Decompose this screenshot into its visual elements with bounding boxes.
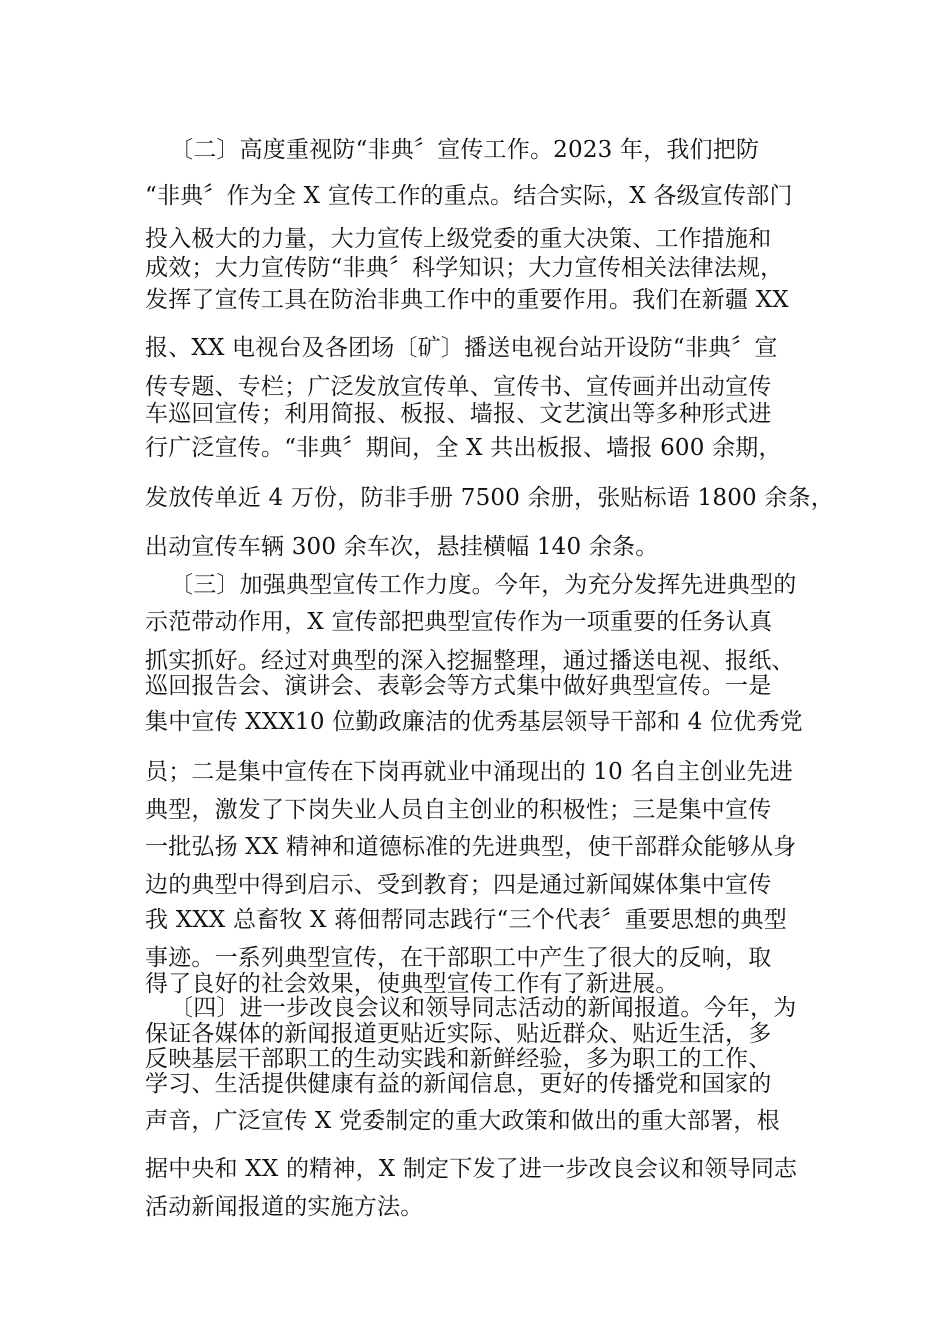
- text-line: 学习、生活提供健康有益的新闻信息，更好的传播党和国家的: [145, 1071, 772, 1097]
- text-line: 集中宣传 XXX10 位勤政廉洁的优秀基层领导干部和 4 位优秀党: [145, 709, 803, 735]
- text-line: 事迹。一系列典型宣传，在干部职工中产生了很大的反响，取: [145, 945, 772, 971]
- text-line: 发放传单近 4 万份，防非手册 7500 余册，张贴标语 1800 余条，: [145, 485, 834, 511]
- text-line: 行广泛宣传。“非典〞期间，全 X 共出板报、墙报 600 余期，: [145, 435, 782, 461]
- text-line: “非典〞作为全 X 宣传工作的重点。结合实际，X 各级宣传部门: [145, 183, 793, 209]
- text-line: 反映基层干部职工的生动实践和新鲜经验，多为职工的工作、: [145, 1046, 772, 1072]
- text-line: 〔二〕高度重视防“非典〞宣传工作。2023 年，我们把防: [170, 137, 760, 163]
- text-line: 出动宣传车辆 300 余车次，悬挂横幅 140 余条。: [145, 534, 659, 560]
- text-line: 示范带动作用，X 宣传部把典型宣传作为一项重要的任务认真: [145, 609, 773, 635]
- text-line: 保证各媒体的新闻报道更贴近实际、贴近群众、贴近生活，多: [145, 1021, 772, 1047]
- text-line: 得了良好的社会效果，使典型宣传工作有了新进展。: [145, 971, 679, 997]
- text-line: 成效；大力宣传防“非典〞科学知识；大力宣传相关法律法规，: [145, 255, 784, 281]
- text-line: 发挥了宣传工具在防治非典工作中的重要作用。我们在新疆 XX: [145, 287, 789, 313]
- text-line: 典型，激发了下岗失业人员自主创业的积极性；三是集中宣传: [145, 797, 772, 823]
- text-line: 投入极大的力量，大力宣传上级党委的重大决策、工作措施和: [145, 226, 772, 252]
- text-line: 报、XX 电视台及各团场〔矿〕播送电视台站开设防“非典〞宣: [145, 335, 778, 361]
- text-line: 员；二是集中宣传在下岗再就业中涌现出的 10 名自主创业先进: [145, 759, 793, 785]
- text-line: 巡回报告会、演讲会、表彰会等方式集中做好典型宣传。一是: [145, 673, 772, 699]
- text-line: 我 XXX 总畜牧 X 蒋佃帮同志践行“三个代表〞重要思想的典型: [145, 907, 787, 933]
- text-line: 声音，广泛宣传 X 党委制定的重大政策和做出的重大部署，根: [145, 1108, 780, 1134]
- text-line: 据中央和 XX 的精神，X 制定下发了进一步改良会议和领导同志: [145, 1156, 798, 1182]
- text-line: 抓实抓好。经过对典型的深入挖掘整理，通过播送电视、报纸、: [145, 648, 795, 674]
- text-line: 传专题、专栏；广泛发放宣传单、宣传书、宣传画并出动宣传: [145, 374, 772, 400]
- text-line: 边的典型中得到启示、受到教育；四是通过新闻媒体集中宣传: [145, 872, 772, 898]
- text-line: 〔四〕进一步改良会议和领导同志活动的新闻报道。今年，为: [170, 995, 797, 1021]
- text-line: 活动新闻报道的实施方法。: [145, 1194, 424, 1220]
- text-line: 〔三〕加强典型宣传工作力度。今年，为充分发挥先进典型的: [170, 572, 797, 598]
- text-line: 一批弘扬 XX 精神和道德标准的先进典型，使干部群众能够从身: [145, 834, 797, 860]
- text-line: 车巡回宣传；利用简报、板报、墙报、文艺演出等多种形式进: [145, 401, 772, 427]
